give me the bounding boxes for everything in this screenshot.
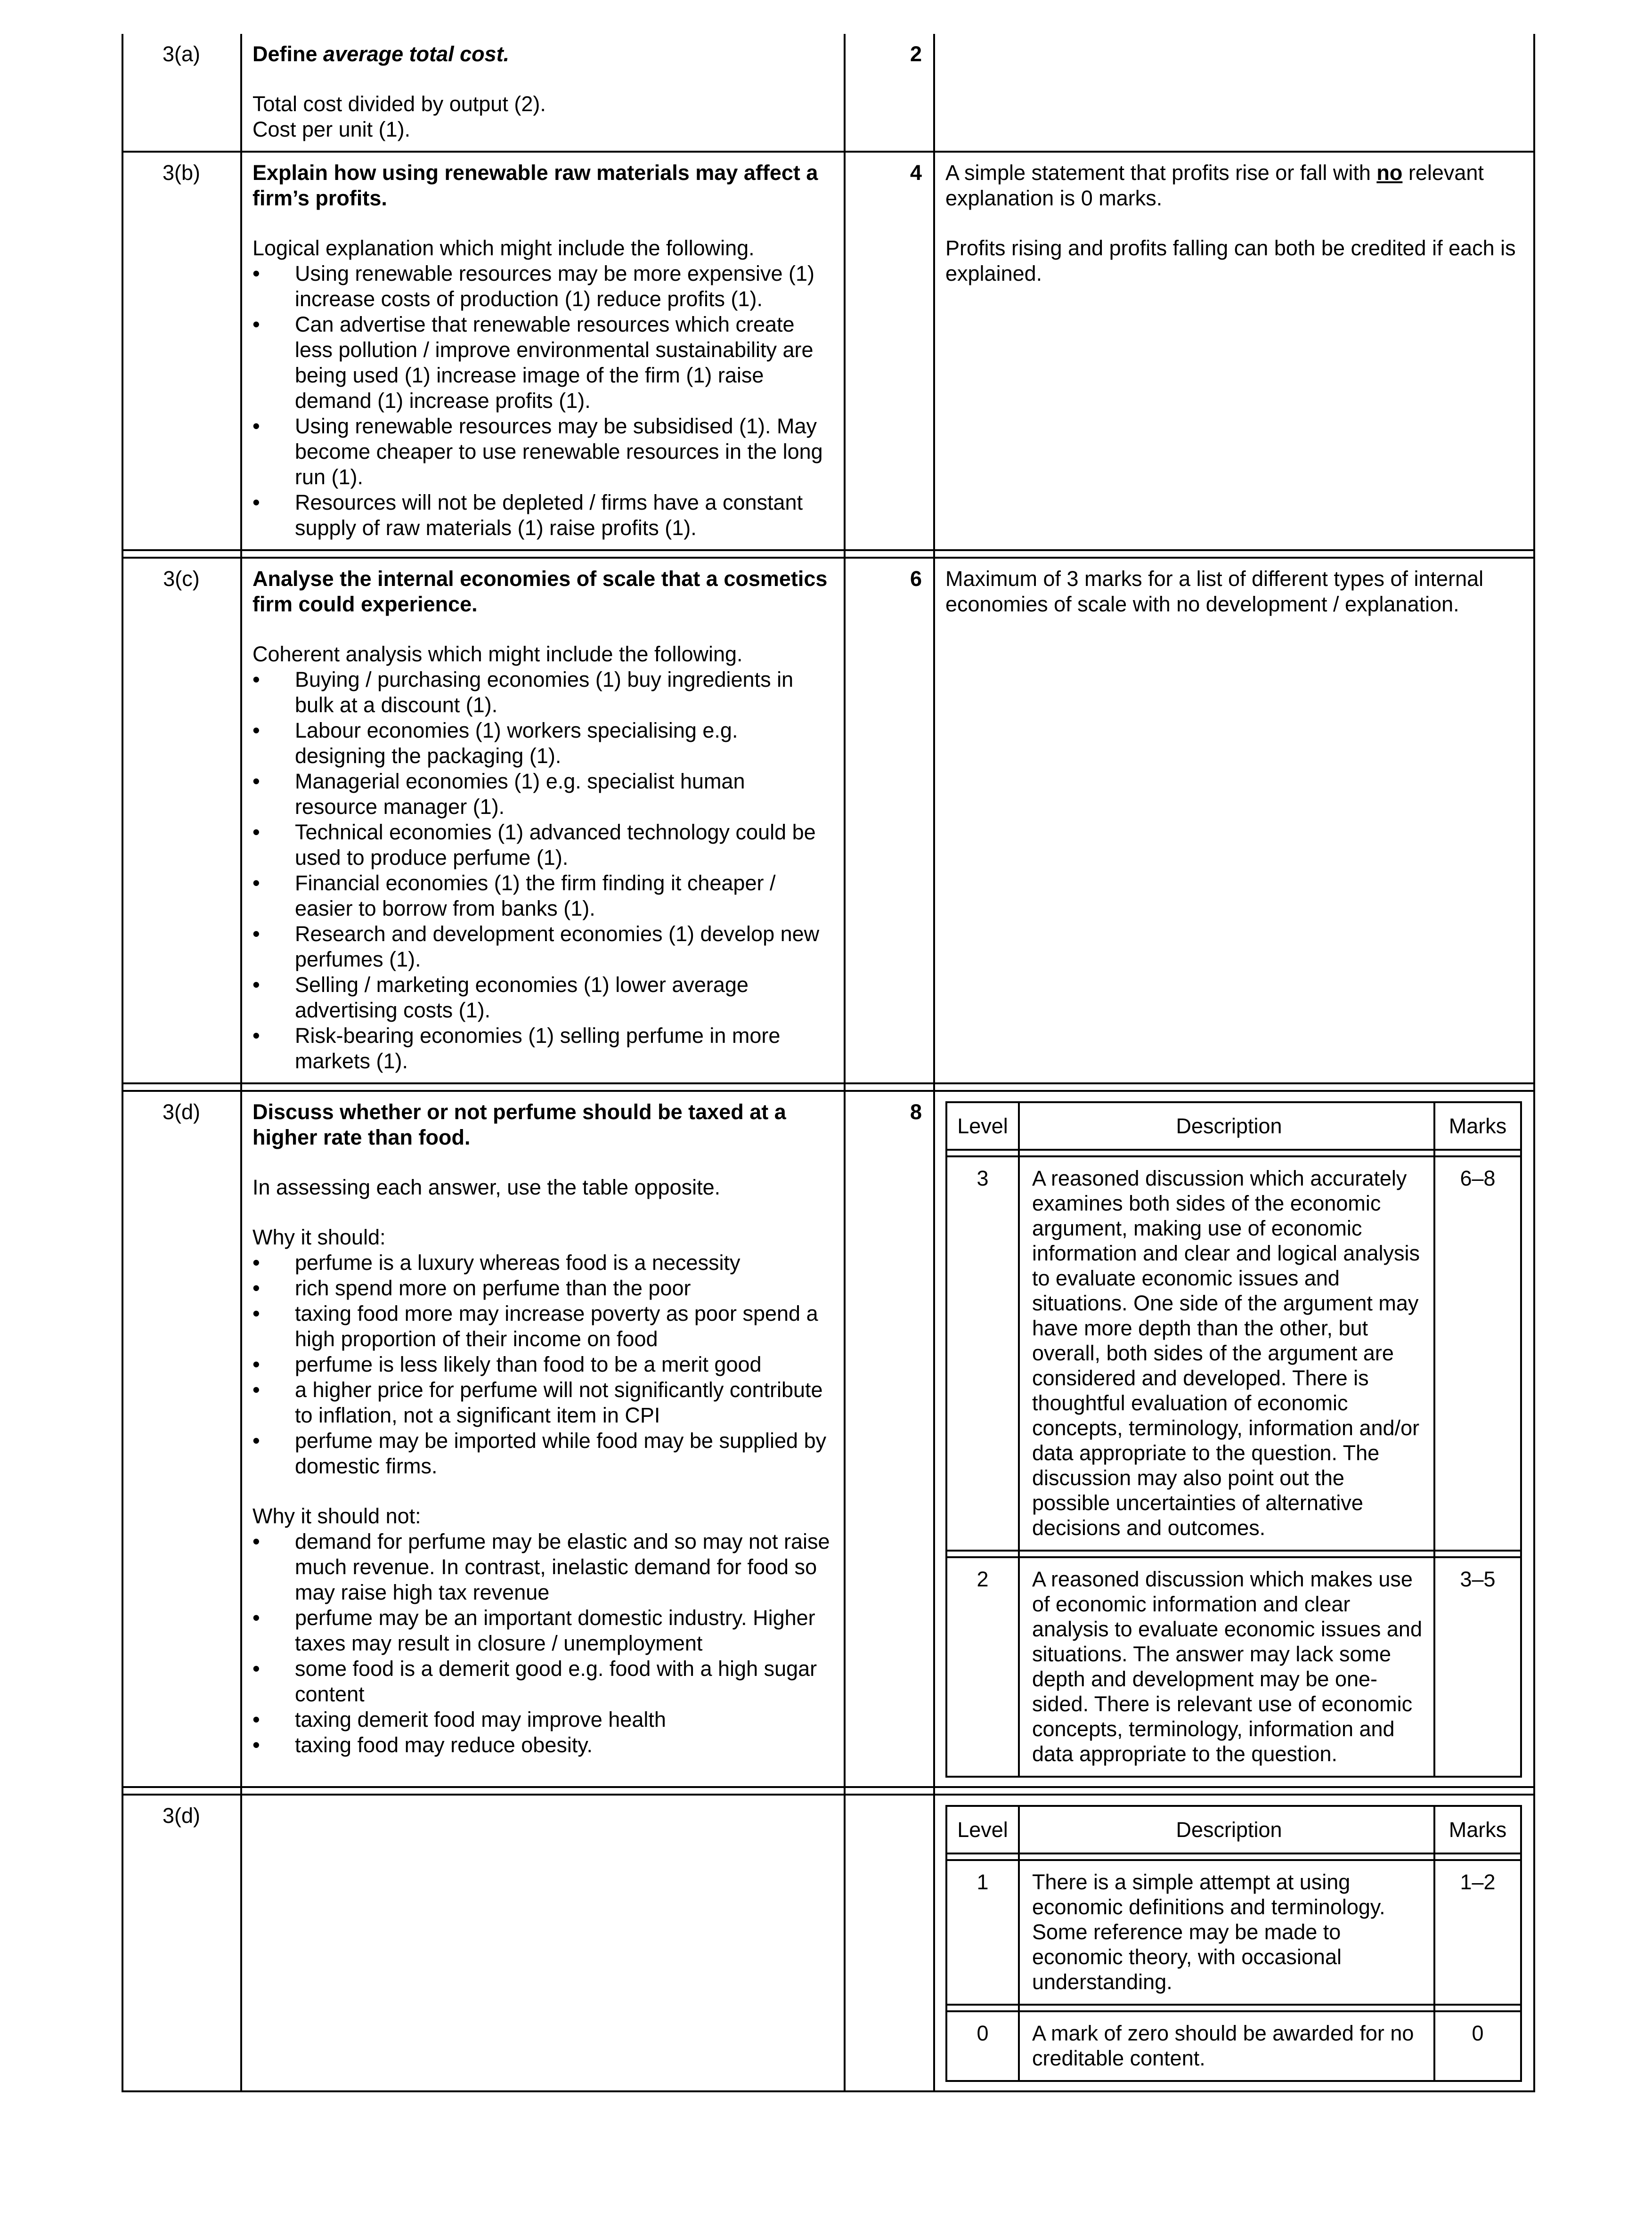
row-separator (122, 1083, 1534, 1091)
question-number: 3(b) (122, 152, 241, 550)
marks (845, 1795, 934, 2091)
list-item: • Labour economies (1) workers specialising e.g. designing the packaging (1). (252, 718, 832, 769)
level-description: There is a simple attempt at using economic definitions and terminology. Some reference may be made to economic theory, with occasional understanding. (1020, 1861, 1435, 2004)
marks: 4 (845, 152, 934, 550)
table-separator (947, 2004, 1520, 2012)
mark-scheme (122, 34, 1533, 2092)
level-description: A mark of zero should be awarded for no creditable content. (1020, 2012, 1435, 2080)
answer-cell (241, 1795, 845, 2091)
list-item: • Buying / purchasing economies (1) buy ingredients in bulk at a discount (1). (252, 667, 832, 718)
levels-header-row (947, 1103, 1520, 1149)
list-item: • Managerial economies (1) e.g. specialist human resource manager (1). (252, 769, 832, 820)
table-separator (947, 1853, 1520, 1861)
answer-cell (241, 152, 845, 550)
list-item: • taxing food more may increase poverty as poor spend a high proportion of their income on food (252, 1301, 832, 1352)
question-number: 3(d) (122, 1795, 241, 2091)
description-header: Description (1020, 1103, 1435, 1149)
levels-header-row (947, 1807, 1520, 1853)
level-marks: 1–2 (1460, 1870, 1496, 1894)
marks: 2 (845, 34, 934, 152)
answer-cell (241, 34, 845, 152)
should-heading: Why it should: (252, 1225, 386, 1249)
guidance-cell (934, 1795, 1534, 2091)
question-number: 3(a) (122, 34, 241, 152)
guidance-text: Profits rising and profits falling can both be credited if each is explained. (945, 236, 1516, 285)
level-row (947, 2012, 1520, 2080)
level-number: 1 (947, 1861, 1020, 2004)
question-row-3d (122, 1091, 1534, 1787)
level-header: Level (947, 1103, 1020, 1149)
list-item: • Financial economies (1) the firm finding it cheaper / easier to borrow from banks (1). (252, 870, 832, 921)
row-separator (122, 550, 1534, 558)
guidance-cell (934, 152, 1534, 550)
list-item: • Risk-bearing economies (1) selling perfume in more markets (1). (252, 1023, 832, 1074)
level-number: 0 (947, 2012, 1020, 2080)
marks: 6 (845, 558, 934, 1083)
level-number: 3 (947, 1157, 1020, 1550)
answer-cell (241, 558, 845, 1083)
list-item: • Using renewable resources may be more expensive (1) increase costs of production (1) reduce profits (1). (252, 261, 832, 312)
answer-line: Cost per unit (1). (252, 117, 411, 141)
marks-header: Marks (1449, 1114, 1507, 1138)
list-item: • Resources will not be depleted / firms have a constant supply of raw materials (1) raise profits (1). (252, 490, 832, 541)
list-item: • demand for perfume may be elastic and so may not raise much revenue. In contrast, inelastic demand for food so may raise high tax revenue (252, 1529, 832, 1605)
question-row-3c (122, 558, 1534, 1083)
should-bullets (252, 1250, 832, 1479)
list-item: • perfume may be imported while food may be supplied by domestic firms. (252, 1428, 832, 1479)
level-row (947, 1861, 1520, 2004)
description-header: Description (1020, 1807, 1435, 1853)
level-marks: 0 (1472, 2021, 1484, 2045)
table-separator (947, 1550, 1520, 1558)
list-item: • Research and development economies (1) develop new perfumes (1). (252, 921, 832, 972)
marks: 8 (845, 1091, 934, 1787)
level-description: A reasoned discussion which makes use of economic information and clear analysis to evaluate economic issues and situations. The answer may lack some depth and development may be one-sided. There is relevant use of economic concepts, terminology, information and data appropriate to the question. (1020, 1558, 1435, 1776)
list-item: • perfume may be an important domestic industry. Higher taxes may result in closure / unemployment (252, 1605, 832, 1656)
question-title: Explain how using renewable raw materials may affect a firm’s profits. (252, 161, 818, 210)
list-item: • a higher price for perfume will not significantly contribute to inflation, not a significant item in CPI (252, 1377, 832, 1428)
guidance-text: Maximum of 3 marks for a list of different types of internal economies of scale with no development / explanation. (945, 567, 1484, 616)
question-title: Analyse the internal economies of scale that a cosmetics firm could experience. (252, 567, 828, 616)
guidance-cell (934, 1091, 1534, 1787)
answer-bullets (252, 261, 832, 541)
list-item: • perfume is a luxury whereas food is a necessity (252, 1250, 832, 1276)
mark-scheme-table (122, 34, 1535, 2092)
answer-intro: Coherent analysis which might include the following. (252, 642, 743, 666)
level-description: A reasoned discussion which accurately examines both sides of the economic argument, making use of economic information and clear and logical analysis to evaluate economic issues and situations. One side of the argument may have more depth than the other, but overall, both sides of the argument are considered and developed. There is thoughtful evaluation of economic concepts, terminology, information and/or data appropriate to the question. The discussion may also point out the possible uncertainties of alternative decisions and outcomes. (1020, 1157, 1435, 1550)
level-number: 2 (947, 1558, 1020, 1776)
guidance-cell (934, 34, 1534, 152)
level-row (947, 1558, 1520, 1776)
answer-intro: In assessing each answer, use the table opposite. (252, 1175, 721, 1199)
levels-table (945, 1805, 1522, 2082)
question-row-3a (122, 34, 1534, 152)
table-separator (947, 1149, 1520, 1157)
level-marks: 6–8 (1460, 1166, 1496, 1190)
question-number: 3(d) (122, 1091, 241, 1787)
list-item: • Can advertise that renewable resources which create less pollution / improve environmental sustainability are being used (1) increase image of the firm (1) raise demand (1) increase profits (1). (252, 312, 832, 414)
row-separator (122, 1787, 1534, 1795)
list-item: • Using renewable resources may be subsidised (1). May become cheaper to use renewable resources in the long run (1). (252, 414, 832, 490)
should-not-heading: Why it should not: (252, 1504, 421, 1528)
level-marks: 3–5 (1460, 1567, 1496, 1591)
list-item: • taxing food may reduce obesity. (252, 1732, 832, 1758)
list-item: • rich spend more on perfume than the poor (252, 1276, 832, 1301)
should-not-bullets (252, 1529, 832, 1758)
list-item: • some food is a demerit good e.g. food with a high sugar content (252, 1656, 832, 1707)
level-row (947, 1157, 1520, 1550)
level-header: Level (947, 1807, 1020, 1853)
marks-header: Marks (1449, 1818, 1507, 1842)
question-row-3d-continued (122, 1795, 1534, 2091)
answer-bullets (252, 667, 832, 1074)
levels-table (945, 1101, 1522, 1778)
list-item: • Selling / marketing economies (1) lower average advertising costs (1). (252, 972, 832, 1023)
guidance-cell (934, 558, 1534, 1083)
question-title: Define average total cost. (252, 42, 510, 66)
question-title: Discuss whether or not perfume should be taxed at a higher rate than food. (252, 1100, 786, 1149)
answer-line: Total cost divided by output (2). (252, 92, 546, 116)
question-row-3b (122, 152, 1534, 550)
list-item: • perfume is less likely than food to be a merit good (252, 1352, 832, 1377)
guidance-text: A simple statement that profits rise or fall with no relevant explanation is 0 marks. (945, 161, 1484, 210)
list-item: • Technical economies (1) advanced technology could be used to produce perfume (1). (252, 820, 832, 870)
list-item: • taxing demerit food may improve health (252, 1707, 832, 1732)
question-number: 3(c) (122, 558, 241, 1083)
answer-cell (241, 1091, 845, 1787)
answer-intro: Logical explanation which might include the following. (252, 236, 755, 260)
